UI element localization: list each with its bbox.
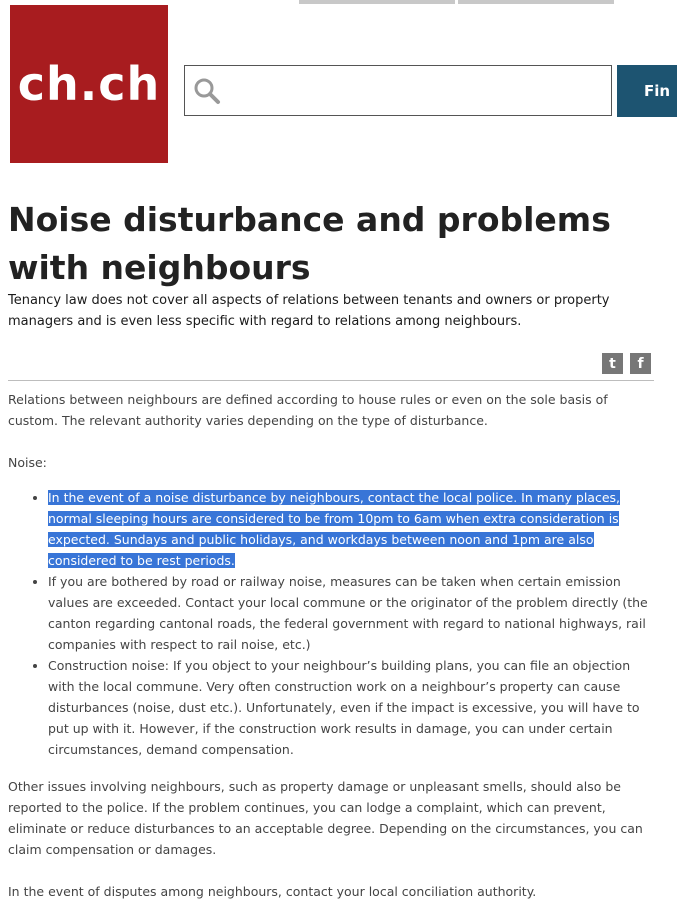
intro-paragraph: Relations between neighbours are defined according to house rules or even on the sole basis of custom. The relevant authority varies depending on the type of disturbance. [8,392,608,428]
other-issues-paragraph: Other issues involving neighbours, such as property damage or unpleasant smells, should also be reported to the police. If the problem continues, you can lodge a complaint, which can prevent, eliminate or reduce disturbances to an acceptable degree. Depending on the circumstances, you can claim compensation or damages. [8,779,643,857]
noise-list [8,487,656,760]
page-title: Noise disturbance and problems with neighbours [8,200,611,287]
top-nav-tab-2[interactable] [458,0,614,4]
lead-text: Tenancy law does not cover all aspects of relations between tenants and owners or property managers and is even less specific with regard to relations among neighbours. [8,293,610,329]
search-icon [193,77,221,105]
list-item: • Construction noise: If you object to your neighbour’s building plans, you can file an objection with the local commune. Very often construction work on a neighbour’s property can cause disturbances (noise, dust etc.). Unfortunately, even if the impact is excessive, you will have to put up with it. However, if the construction work results in damage, you can under certain circumstances, demand compensation. [48,655,656,760]
facebook-icon[interactable]: f [630,353,651,374]
noise-label: Noise: [8,455,47,470]
find-button[interactable]: Fin [617,65,677,117]
twitter-icon[interactable]: t [602,353,623,374]
top-nav-tab-1[interactable] [299,0,455,4]
disputes-paragraph: In the event of disputes among neighbours, contact your local conciliation authority. [8,884,537,899]
list-item: • If you are bothered by road or railway noise, measures can be taken when certain emission values are exceeded. Contact your local commune or the originator of the problem directly (the canton regarding cantonal roads, the federal government with regard to national highways, rail companies with respect to rail noise, etc.) [48,571,656,655]
selected-text: In the event of a noise disturbance by neighbours, contact the local police. In many places, normal sleeping hours are considered to be from 10pm to 6am when extra consideration is expected. Sundays and public holidays, and workdays between noon and 1pm are also considered to be rest periods. [48,490,621,568]
search-input[interactable] [229,68,609,115]
search-box[interactable] [184,65,612,116]
article-body [8,389,656,902]
list-item [48,487,656,571]
content-divider [8,380,654,381]
site-logo[interactable]: ch.ch [10,5,168,163]
